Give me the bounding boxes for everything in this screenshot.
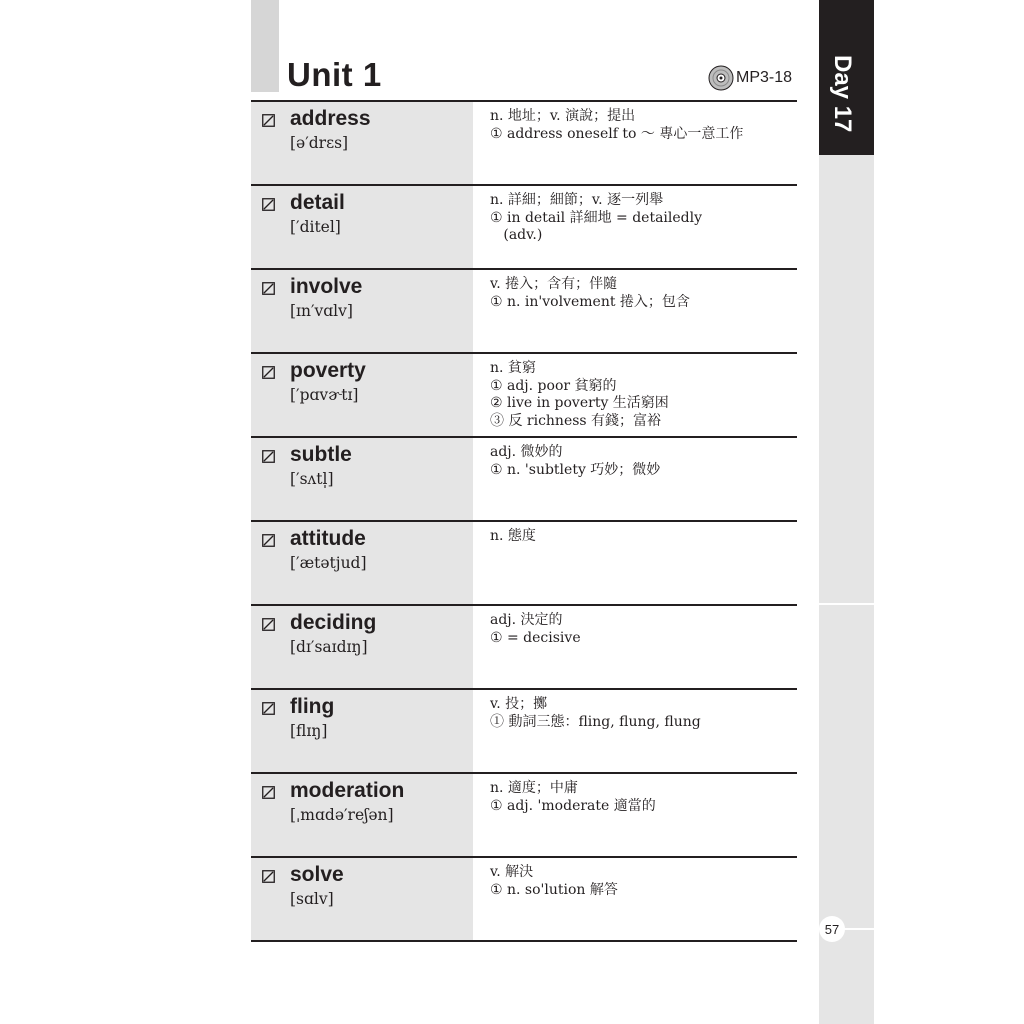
phonetic-transcription: [′pɑvɚtɪ] — [290, 386, 359, 404]
vocab-entry — [251, 606, 797, 690]
definition-cell — [473, 774, 797, 856]
audio-track-label — [708, 64, 792, 92]
word-cell — [251, 606, 473, 688]
definition-cell — [473, 102, 797, 184]
definition-cell — [473, 354, 797, 436]
definition-cell — [473, 438, 797, 520]
vocab-entry — [251, 774, 797, 858]
headword: subtle — [290, 443, 352, 466]
headword: poverty — [290, 359, 366, 382]
definition-cell — [473, 858, 797, 940]
word-cell — [251, 522, 473, 604]
definition-line: adj. 微妙的 — [490, 444, 563, 460]
headword: address — [290, 107, 371, 130]
headword: detail — [290, 191, 345, 214]
checkbox-icon[interactable] — [262, 870, 275, 883]
phonetic-transcription: [flɪŋ] — [290, 722, 328, 740]
checkbox-icon[interactable] — [262, 114, 275, 127]
definition-line: ③ 反 richness 有錢；富裕 — [490, 412, 662, 429]
cd-icon — [708, 65, 734, 91]
phonetic-transcription: [ə′drɛs] — [290, 134, 349, 152]
definition-line: v. 投；擲 — [490, 696, 548, 712]
definition-line: n. 適度；中庸 — [490, 780, 578, 796]
day-label: Day 17 — [829, 55, 856, 133]
definition-line: (adv.) — [490, 227, 543, 243]
definition-line: ① n. 'subtlety 巧妙；微妙 — [490, 461, 661, 478]
vocab-entry — [251, 690, 797, 774]
definition-line: ① 動詞三態：fling, flung, flung — [490, 713, 701, 730]
unit-title: Unit 1 — [287, 56, 382, 93]
definition-line: ① n. so'lution 解答 — [490, 881, 618, 898]
headword: deciding — [290, 611, 377, 634]
definition-line: n. 貧窮 — [490, 360, 536, 376]
headword: moderation — [290, 779, 405, 802]
phonetic-transcription: [sɑlv] — [290, 890, 334, 908]
definition-line: adj. 決定的 — [490, 612, 563, 628]
definition-line: v. 解決 — [490, 864, 534, 880]
definition-line: n. 詳細；細節；v. 逐一列舉 — [490, 192, 664, 208]
headword: involve — [290, 275, 363, 298]
checkbox-icon[interactable] — [262, 450, 275, 463]
phonetic-transcription: [′sʌtl̩] — [290, 470, 334, 488]
definition-line: n. 地址；v. 演說；提出 — [490, 108, 636, 124]
side-strip-divider — [819, 603, 874, 605]
page-number: 57 — [819, 916, 845, 942]
phonetic-transcription: [ˌmɑdə′reʃən] — [290, 806, 394, 824]
definition-line: ① address oneself to ～ 專心一意工作 — [490, 125, 744, 142]
vocab-entry — [251, 354, 797, 438]
definition-cell — [473, 270, 797, 352]
definition-cell — [473, 186, 797, 268]
word-cell — [251, 438, 473, 520]
definition-cell — [473, 606, 797, 688]
word-cell — [251, 102, 473, 184]
phonetic-transcription: [dɪ′saɪdɪŋ] — [290, 638, 368, 656]
vocabulary-table — [251, 100, 797, 942]
definition-cell — [473, 690, 797, 772]
headword: solve — [290, 863, 344, 886]
checkbox-icon[interactable] — [262, 786, 275, 799]
definition-cell — [473, 522, 797, 604]
word-cell — [251, 186, 473, 268]
definition-line: v. 捲入；含有；伴隨 — [490, 276, 618, 292]
word-cell — [251, 690, 473, 772]
vocab-entry — [251, 186, 797, 270]
checkbox-icon[interactable] — [262, 534, 275, 547]
checkbox-icon[interactable] — [262, 618, 275, 631]
definition-line: ② live in poverty 生活窮困 — [490, 395, 669, 411]
audio-track-number: MP3-18 — [736, 69, 793, 86]
headword: attitude — [290, 527, 366, 550]
word-cell — [251, 858, 473, 940]
definition-line: ① adj. poor 貧窮的 — [490, 377, 617, 394]
checkbox-icon[interactable] — [262, 702, 275, 715]
vocab-entry — [251, 270, 797, 354]
phonetic-transcription: [′ætətjud] — [290, 554, 367, 572]
corner-accent-bar — [251, 0, 279, 92]
vocab-entry — [251, 858, 797, 942]
definition-line: ① n. in'volvement 捲入；包含 — [490, 293, 690, 310]
word-cell — [251, 774, 473, 856]
definition-line: ① in detail 詳細地 = detailedly — [490, 209, 703, 226]
definition-line: ① = decisive — [490, 629, 581, 646]
vocab-entry — [251, 522, 797, 606]
checkbox-icon[interactable] — [262, 366, 275, 379]
word-cell — [251, 270, 473, 352]
vocab-entry — [251, 438, 797, 522]
headword: fling — [290, 695, 335, 718]
phonetic-transcription: [′ditel] — [290, 218, 341, 236]
word-cell — [251, 354, 473, 436]
vocab-entry — [251, 102, 797, 186]
definition-line: n. 態度 — [490, 528, 536, 544]
checkbox-icon[interactable] — [262, 282, 275, 295]
definition-line: ① adj. 'moderate 適當的 — [490, 797, 656, 814]
checkbox-icon[interactable] — [262, 198, 275, 211]
phonetic-transcription: [ɪn′vɑlv] — [290, 302, 353, 320]
